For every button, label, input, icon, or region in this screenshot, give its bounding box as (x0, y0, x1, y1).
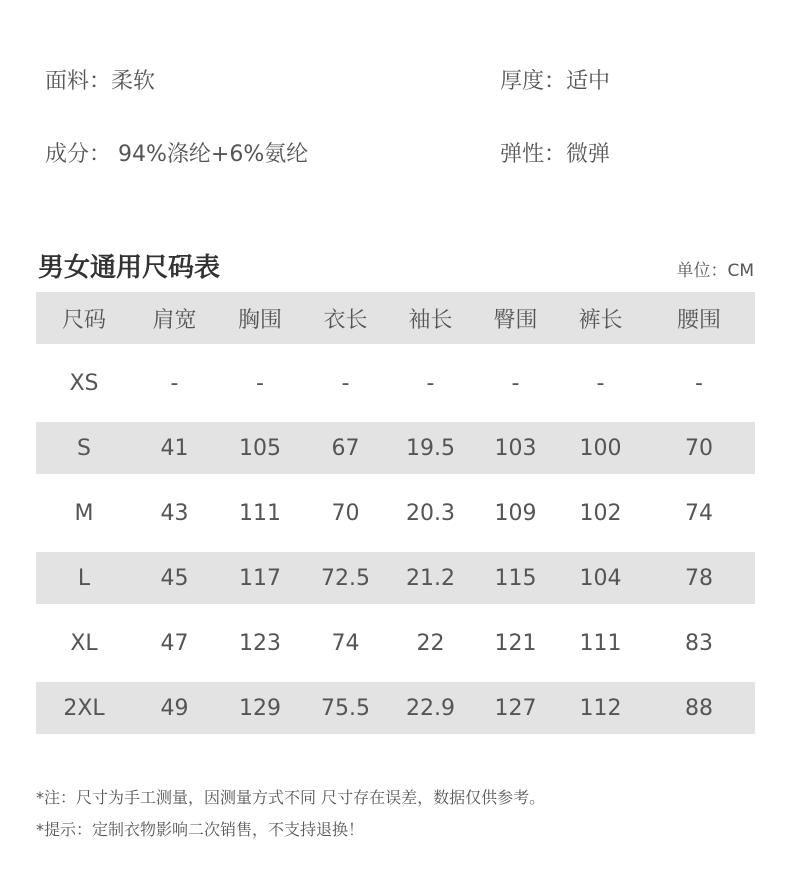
table-cell: S (77, 435, 91, 461)
table-cell: 70 (331, 500, 360, 526)
table-cell: - (170, 370, 179, 396)
table-cell: 72.5 (321, 565, 370, 591)
thickness-attribute: 厚度：适中 (500, 69, 611, 94)
table-cell: 123 (239, 630, 281, 656)
table-cell: 75.5 (321, 695, 370, 721)
table-cell: 70 (685, 435, 713, 461)
table-cell: - (426, 370, 435, 396)
table-cell: 102 (579, 500, 622, 526)
table-row (36, 617, 755, 669)
header-cell: 胸围 (237, 307, 282, 333)
fabric-attribute: 面料：柔软 (45, 69, 156, 94)
table-cell: 104 (579, 565, 622, 591)
table-header-row (36, 292, 755, 344)
table-cell: L (77, 565, 91, 591)
table-cell: XL (70, 630, 98, 656)
table-cell: 19.5 (406, 435, 455, 461)
table-cell: 88 (685, 695, 713, 721)
table-cell: 121 (494, 630, 537, 656)
table-cell: 74 (331, 630, 360, 656)
header-cell: 裤长 (578, 307, 623, 333)
header-cell: 尺码 (61, 307, 106, 333)
table-cell: 41 (160, 435, 189, 461)
header-cell: 肩宽 (152, 307, 197, 333)
table-cell: 83 (685, 630, 713, 656)
table-cell: 21.2 (406, 565, 455, 591)
table-cell: - (511, 370, 520, 396)
table-cell: 117 (239, 565, 281, 591)
table-row (36, 682, 755, 734)
table-cell: 129 (239, 695, 281, 721)
table-cell: 103 (494, 435, 537, 461)
table-cell: 43 (160, 500, 189, 526)
table-cell: 49 (160, 695, 189, 721)
table-row (36, 357, 755, 409)
table-cell: 22 (416, 630, 445, 656)
table-cell: M (74, 500, 94, 526)
return-policy-note: *提示：定制衣物影响二次销售，不支持退换！ (36, 820, 365, 839)
table-row (36, 552, 755, 604)
table-cell: 105 (239, 435, 281, 461)
table-cell: - (256, 370, 264, 396)
table-cell: 127 (494, 695, 537, 721)
header-cell: 衣长 (323, 307, 368, 333)
table-cell: 20.3 (406, 500, 455, 526)
table-row (36, 487, 755, 539)
table-cell: 78 (685, 565, 713, 591)
table-cell: - (695, 370, 703, 396)
table-cell: 67 (331, 435, 360, 461)
table-cell: 2XL (63, 695, 105, 721)
table-cell: 112 (579, 695, 622, 721)
size-table-title: 男女通用尺码表 (38, 253, 221, 283)
table-cell: 47 (160, 630, 189, 656)
table-cell: 100 (579, 435, 622, 461)
size-table-unit: 单位：CM (676, 261, 754, 281)
table-cell: XS (69, 370, 99, 396)
table-cell: 111 (239, 500, 281, 526)
measurement-note: *注：尺寸为手工测量，因测量方式不同 尺寸存在误差，数据仅供参考。 (36, 788, 546, 807)
header-cell: 臀围 (493, 307, 538, 333)
elasticity-attribute: 弹性：微弹 (500, 142, 611, 167)
table-cell: 111 (579, 630, 622, 656)
table-cell: 45 (160, 565, 189, 591)
table-cell: 22.9 (406, 695, 455, 721)
table-cell: 115 (494, 565, 537, 591)
size-table (36, 292, 755, 734)
composition-attribute: 成分： 94%涤纶+6%氨纶 (45, 142, 309, 167)
header-cell: 袖长 (408, 307, 453, 333)
table-cell: - (341, 370, 350, 396)
table-cell: - (596, 370, 605, 396)
table-row (36, 422, 755, 474)
header-cell: 腰围 (676, 307, 721, 333)
table-cell: 74 (685, 500, 713, 526)
table-cell: 109 (494, 500, 537, 526)
